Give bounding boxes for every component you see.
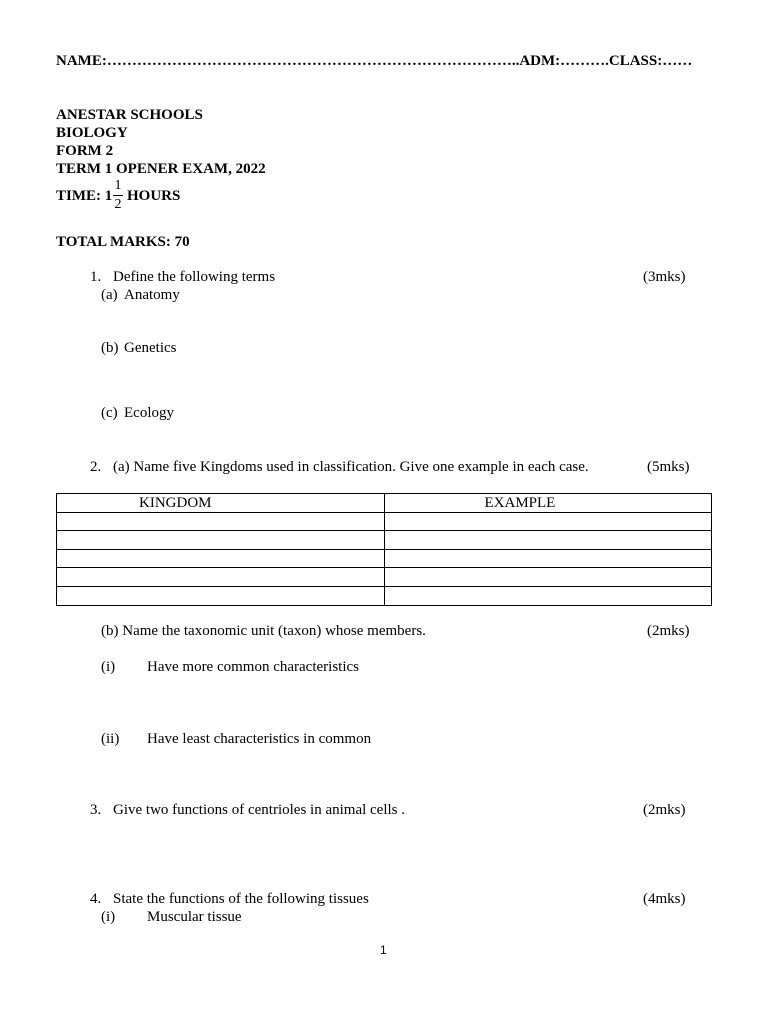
part-label: (i) [101, 909, 116, 925]
table-cell [384, 586, 712, 605]
table-cell [57, 549, 385, 568]
question-number: 3. [90, 802, 102, 818]
table-row [57, 586, 712, 605]
table-cell [57, 512, 385, 531]
question-text: (a) Name five Kingdoms used in classification. Give one example in each case. [113, 459, 589, 475]
table-row [57, 512, 712, 531]
table-cell [384, 568, 712, 587]
part-text: Ecology [124, 405, 174, 421]
table-row [57, 549, 712, 568]
part-text: Anatomy [124, 287, 180, 303]
time-fraction-denominator: 2 [114, 197, 122, 212]
question-marks: (4mks) [643, 891, 686, 907]
question-marks: (2mks) [647, 623, 690, 639]
table-cell [384, 512, 712, 531]
time-fraction-bar [113, 195, 123, 196]
page-number: 1 [380, 943, 387, 957]
part-text: Muscular tissue [147, 909, 242, 925]
table-header-kingdom: KINGDOM [57, 494, 385, 513]
part-label: (b) [101, 340, 119, 356]
table-cell [57, 531, 385, 550]
part-text: Have more common characteristics [147, 659, 359, 675]
question-marks: (2mks) [643, 802, 686, 818]
part-label: (c) [101, 405, 118, 421]
question-text: Define the following terms [113, 269, 276, 285]
part-label: (i) [101, 659, 116, 675]
question-number: 4. [90, 891, 102, 907]
subject: BIOLOGY [56, 125, 128, 141]
question-number: 2. [90, 459, 102, 475]
question-marks: (3mks) [643, 269, 686, 285]
table-cell [57, 568, 385, 587]
question-text: State the functions of the following tissues [113, 891, 369, 907]
table-cell [384, 549, 712, 568]
question-marks: (5mks) [647, 459, 690, 475]
table-header-row [57, 494, 712, 513]
part-label: (a) [101, 287, 118, 303]
total-marks: TOTAL MARKS: 70 [56, 234, 190, 250]
form-level: FORM 2 [56, 143, 114, 159]
table-row [57, 531, 712, 550]
table-header-example: EXAMPLE [384, 494, 712, 513]
question-text: Give two functions of centrioles in animal cells . [113, 802, 406, 818]
table-cell [384, 531, 712, 550]
question-text: (b) Name the taxonomic unit (taxon) whose members. [101, 623, 426, 639]
time-prefix: TIME: 1 [56, 188, 113, 204]
table-cell [57, 586, 385, 605]
part-text: Genetics [124, 340, 177, 356]
time-fraction-numerator: 1 [114, 178, 122, 193]
table-row [57, 568, 712, 587]
time-suffix: HOURS [127, 188, 181, 204]
question-number: 1. [90, 269, 102, 285]
name-adm-class-line: NAME:………………………………………………………………………..ADM:……….CLASS:…… [56, 53, 693, 69]
part-label: (ii) [101, 731, 120, 747]
kingdom-example-table [56, 493, 712, 606]
school-name: ANESTAR SCHOOLS [56, 107, 203, 123]
exam-title: TERM 1 OPENER EXAM, 2022 [56, 161, 266, 177]
part-text: Have least characteristics in common [147, 731, 372, 747]
